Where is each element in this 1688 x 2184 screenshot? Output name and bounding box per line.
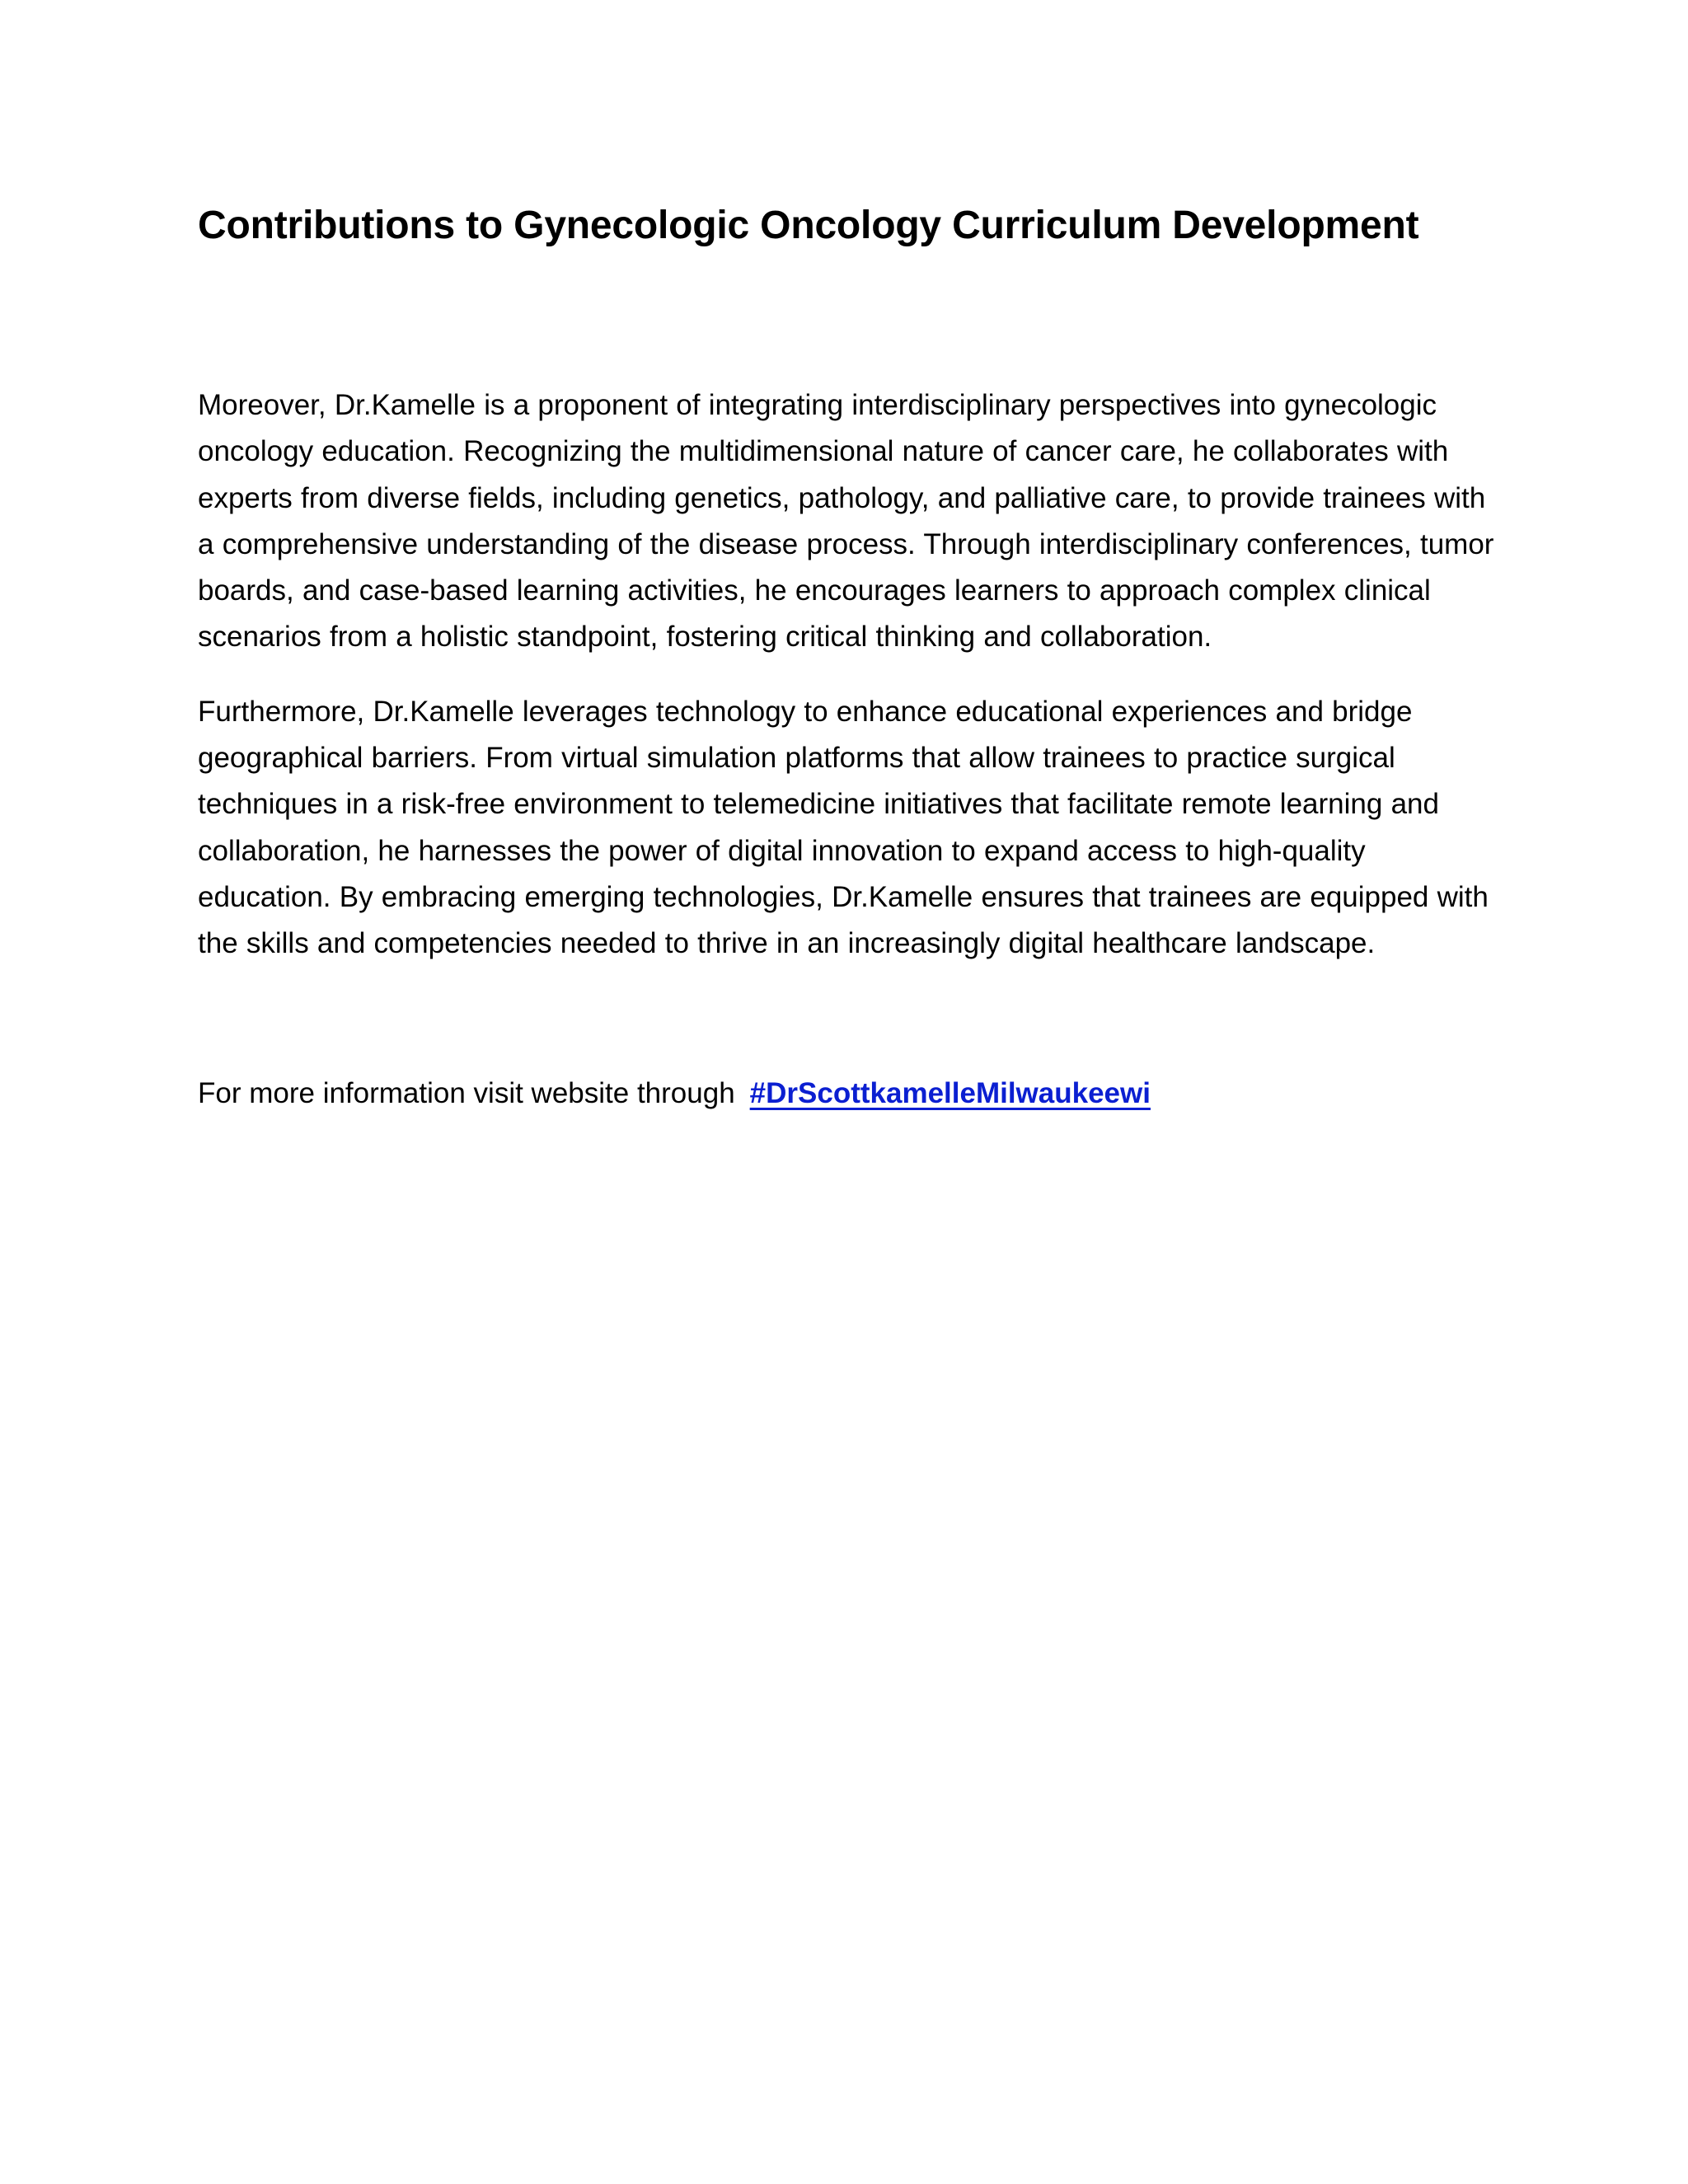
document-content (198, 201, 1500, 1146)
website-link[interactable]: #DrScottkamelleMilwaukeewi (749, 1076, 1151, 1109)
more-info-text: For more information visit website through (198, 1076, 735, 1109)
page-title: Contributions to Gynecologic Oncology Curriculum Development (198, 204, 1419, 247)
more-info-line (198, 1071, 1500, 1117)
paragraph-technology: Furthermore, Dr.Kamelle leverages technology to enhance educational experiences and bridge geographical barriers. From virtual simulation platforms that allow trainees to practice surgical techniques in a risk-free environment to telemedicine initiatives that facilitate remote learning and collaboration, he harnesses the power of digital innovation to expand access to high-quality education. By embracing emerging technologies, Dr.Kamelle ensures that trainees are equipped with the skills and competencies needed to thrive in an increasingly digital healthcare landscape. (198, 695, 1489, 960)
paragraph-interdisciplinary: Moreover, Dr.Kamelle is a proponent of integrating interdisciplinary perspectives into gynecologic oncology education. Recognizing the multidimensional nature of cancer care, he collaborates with experts from diverse fields, including genetics, pathology, and palliative care, to provide trainees with a comprehensive understanding of the disease process. Through interdisciplinary conferences, tumor boards, and case-based learning activities, he encourages learners to approach complex clinical scenarios from a holistic standpoint, fostering critical thinking and collaboration. (198, 389, 1494, 654)
